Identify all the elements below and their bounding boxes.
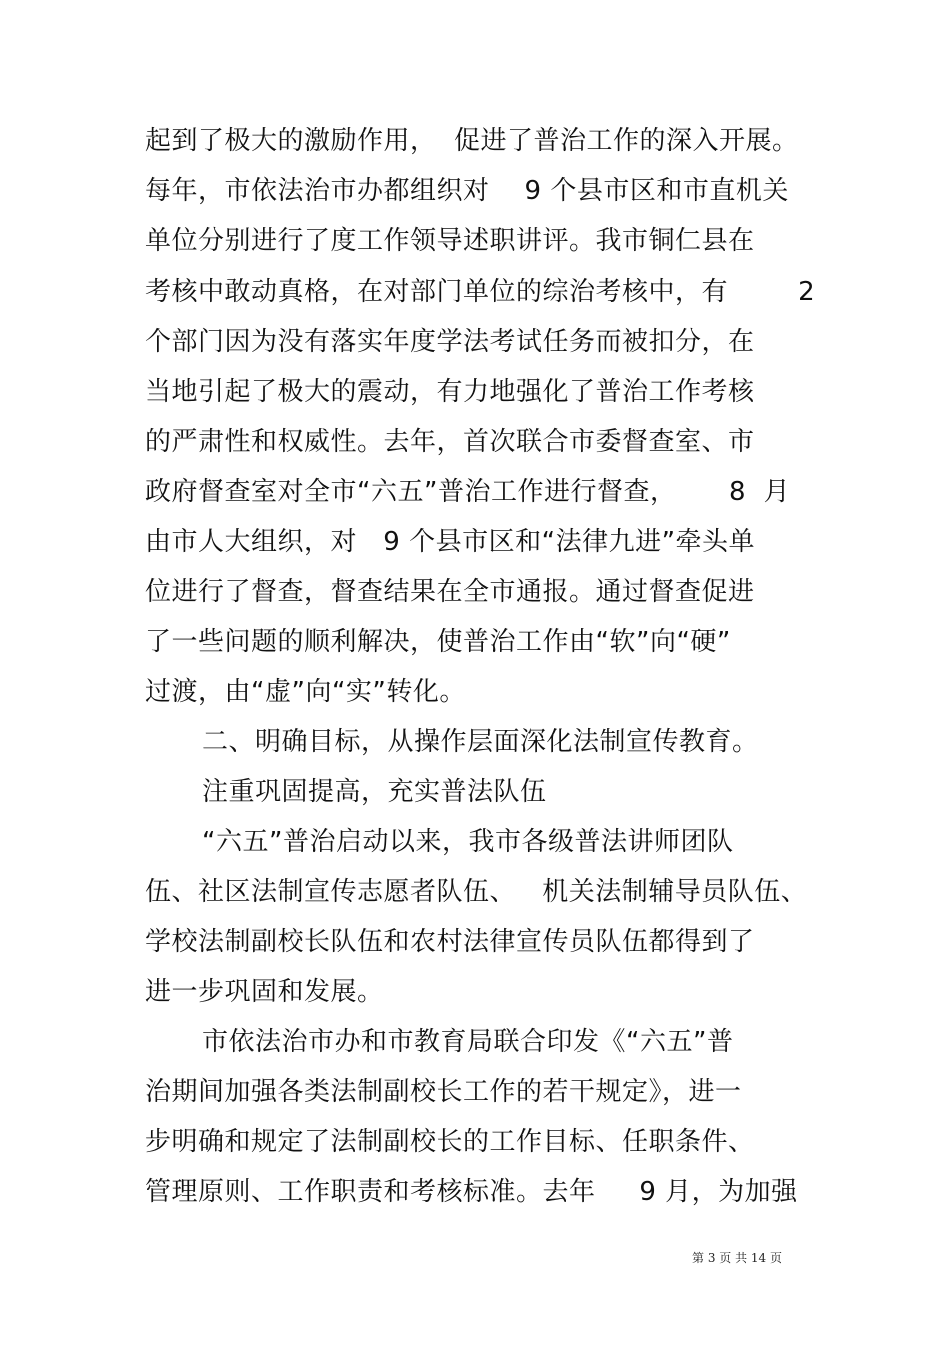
- text-line: 由市人大组织，对 9 个县市区和“法律九进”牵头单: [145, 527, 756, 557]
- text-line: 步明确和规定了法制副校长的工作目标、任职条件、: [145, 1127, 755, 1157]
- text-line: 个部门因为没有落实年度学法考试任务而被扣分，在: [145, 327, 755, 357]
- text-line: 的严肃性和权威性。去年，首次联合市委督查室、市: [145, 427, 755, 457]
- text-line: 过渡，由“虚”向“实”转化。: [145, 677, 466, 707]
- text-line: 管理原则、工作职责和考核标准。去年 9 月，为加强: [145, 1177, 798, 1207]
- text-line: 单位分别进行了度工作领导述职讲评。我市铜仁县在: [145, 226, 755, 256]
- subsection-heading: 注重巩固提高，充实普法队伍: [202, 777, 547, 807]
- text-line: 进一步巩固和发展。: [145, 977, 384, 1007]
- text-line: 了一些问题的顺利解决，使普治工作由“软”向“硬”: [145, 627, 731, 657]
- text-line: 当地引起了极大的震动，有力地强化了普治工作考核: [145, 377, 755, 407]
- text-line: 起到了极大的激励作用， 促进了普治工作的深入开展。: [145, 126, 799, 156]
- section-heading: 二、明确目标，从操作层面深化法制宣传教育。: [202, 727, 759, 757]
- text-line: 伍、社区法制宣传志愿者队伍、 机关法制辅导员队伍、: [145, 877, 808, 907]
- text-line: 位进行了督查，督查结果在全市通报。通过督查促进: [145, 577, 755, 607]
- text-line: “六五”普治启动以来，我市各级普法讲师团队: [202, 827, 734, 857]
- text-line: 考核中敢动真格，在对部门单位的综治考核中，有 2: [145, 277, 816, 307]
- text-line: 政府督查室对全市“六五”普治工作进行督查， 8 月: [145, 477, 791, 507]
- text-line: 学校法制副校长队伍和农村法律宣传员队伍都得到了: [145, 927, 755, 957]
- page-number-footer: 第 3 页 共 14 页: [692, 1251, 782, 1265]
- text-line: 治期间加强各类法制副校长工作的若干规定》，进一: [145, 1077, 742, 1107]
- text-line: 市依法治市办和市教育局联合印发《“六五”普: [202, 1027, 734, 1057]
- text-line: 每年，市依法治市办都组织对 9 个县市区和市直机关: [145, 176, 789, 206]
